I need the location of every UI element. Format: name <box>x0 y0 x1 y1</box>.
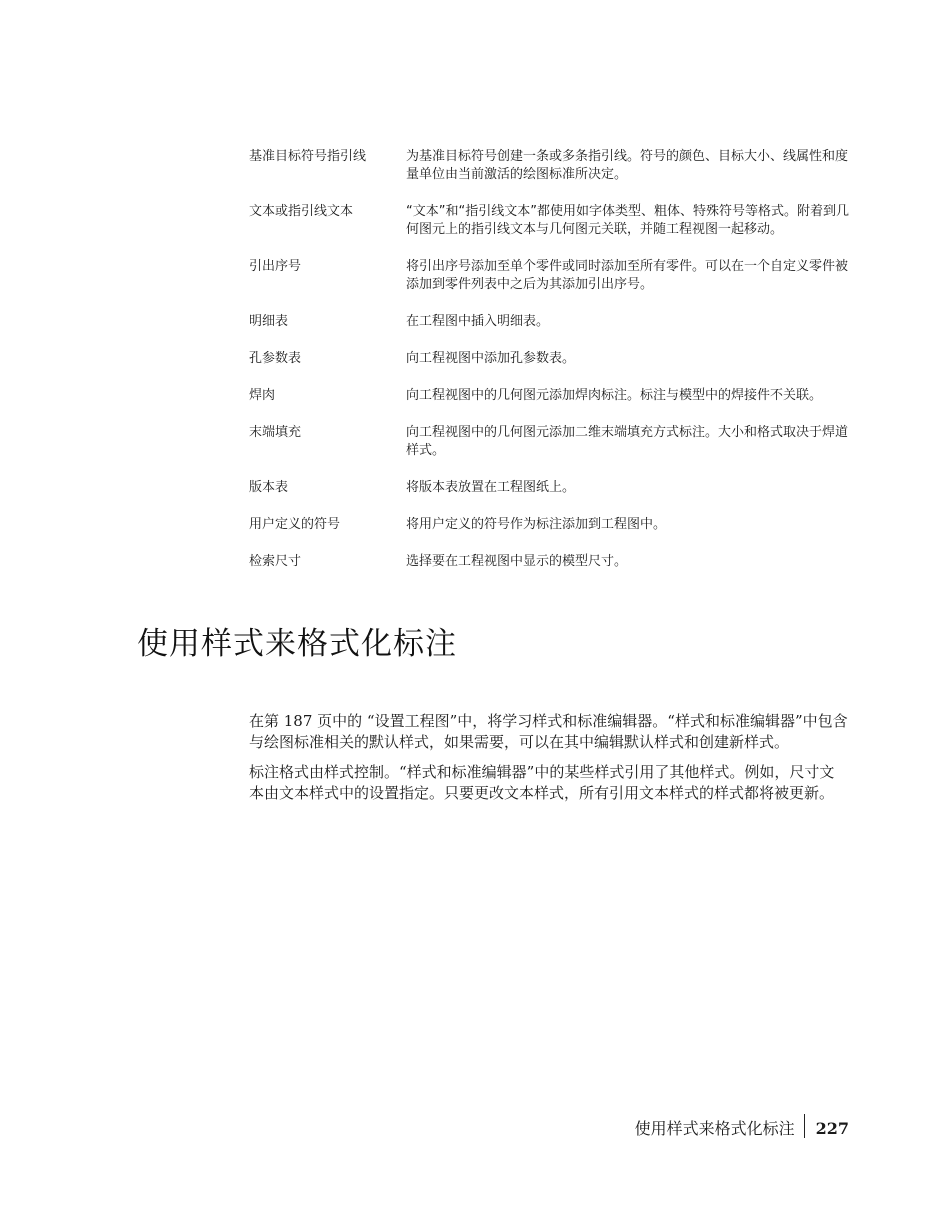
body-paragraph: 在第 187 页中的 “设置工程图”中，将学习样式和标准编辑器。“样式和标准编辑器”中包含与绘图标准相关的默认样式，如果需要，可以在其中编辑默认样式和创建新样式。 <box>249 712 848 751</box>
definition-description: 为基准目标符号创建一条或多条指引线。符号的颜色、目标大小、线属性和度量单位由当前激活的绘图标准所决定。 <box>406 149 849 182</box>
section-heading: 使用样式来格式化标注 <box>137 626 457 662</box>
section-body <box>249 711 849 813</box>
definition-row <box>249 313 849 331</box>
definition-row <box>249 387 849 405</box>
definition-term: 末端填充 <box>249 425 302 440</box>
definition-table <box>249 148 849 590</box>
definition-term: 版本表 <box>249 480 289 495</box>
definition-description: 在工程图中插入明细表。 <box>406 314 550 329</box>
definition-row <box>249 516 849 534</box>
definition-row <box>249 424 849 460</box>
body-paragraph: 标注格式由样式控制。“样式和标准编辑器”中的某些样式引用了其他样式。例如，尺寸文本由文本样式中的设置指定。只要更改文本样式，所有引用文本样式的样式都将被更新。 <box>249 763 835 802</box>
definition-description: 向工程视图中的几何图元添加焊肉标注。标注与模型中的焊接件不关联。 <box>406 388 823 403</box>
definition-row <box>249 203 849 239</box>
definition-description: 将版本表放置在工程图纸上。 <box>406 480 576 495</box>
definition-term: 焊肉 <box>249 388 276 403</box>
definition-description: 将用户定义的符号作为标注添加到工程图中。 <box>406 517 667 532</box>
definition-row <box>249 350 849 368</box>
definition-term: 用户定义的符号 <box>249 517 341 532</box>
definition-term: 检索尺寸 <box>249 554 302 569</box>
footer-title: 使用样式来格式化标注 <box>634 1119 795 1138</box>
page-footer <box>635 1116 849 1142</box>
definition-description: 将引出序号添加至单个零件或同时添加至所有零件。可以在一个自定义零件被添加到零件列表中之后为其添加引出序号。 <box>406 259 849 292</box>
definition-description: 向工程视图中添加孔参数表。 <box>406 351 576 366</box>
definition-row <box>249 258 849 294</box>
definition-term: 基准目标符号指引线 <box>249 149 367 164</box>
definition-row <box>249 479 849 497</box>
definition-row <box>249 553 849 571</box>
footer-divider <box>804 1114 805 1138</box>
definition-term: 孔参数表 <box>249 351 302 366</box>
definition-row <box>249 148 849 184</box>
page-number: 227 <box>815 1119 849 1138</box>
definition-description: 向工程视图中的几何图元添加二维末端填充方式标注。大小和格式取决于焊道样式。 <box>406 425 849 458</box>
definition-term: 引出序号 <box>249 259 302 274</box>
definition-term: 文本或指引线文本 <box>249 204 354 219</box>
definition-term: 明细表 <box>249 314 289 329</box>
definition-description: 选择要在工程视图中显示的模型尺寸。 <box>406 554 628 569</box>
definition-description: “文本”和“指引线文本”都使用如字体类型、粗体、特殊符号等格式。附着到几何图元上的指引线文本与几何图元关联，并随工程视图一起移动。 <box>406 204 849 237</box>
